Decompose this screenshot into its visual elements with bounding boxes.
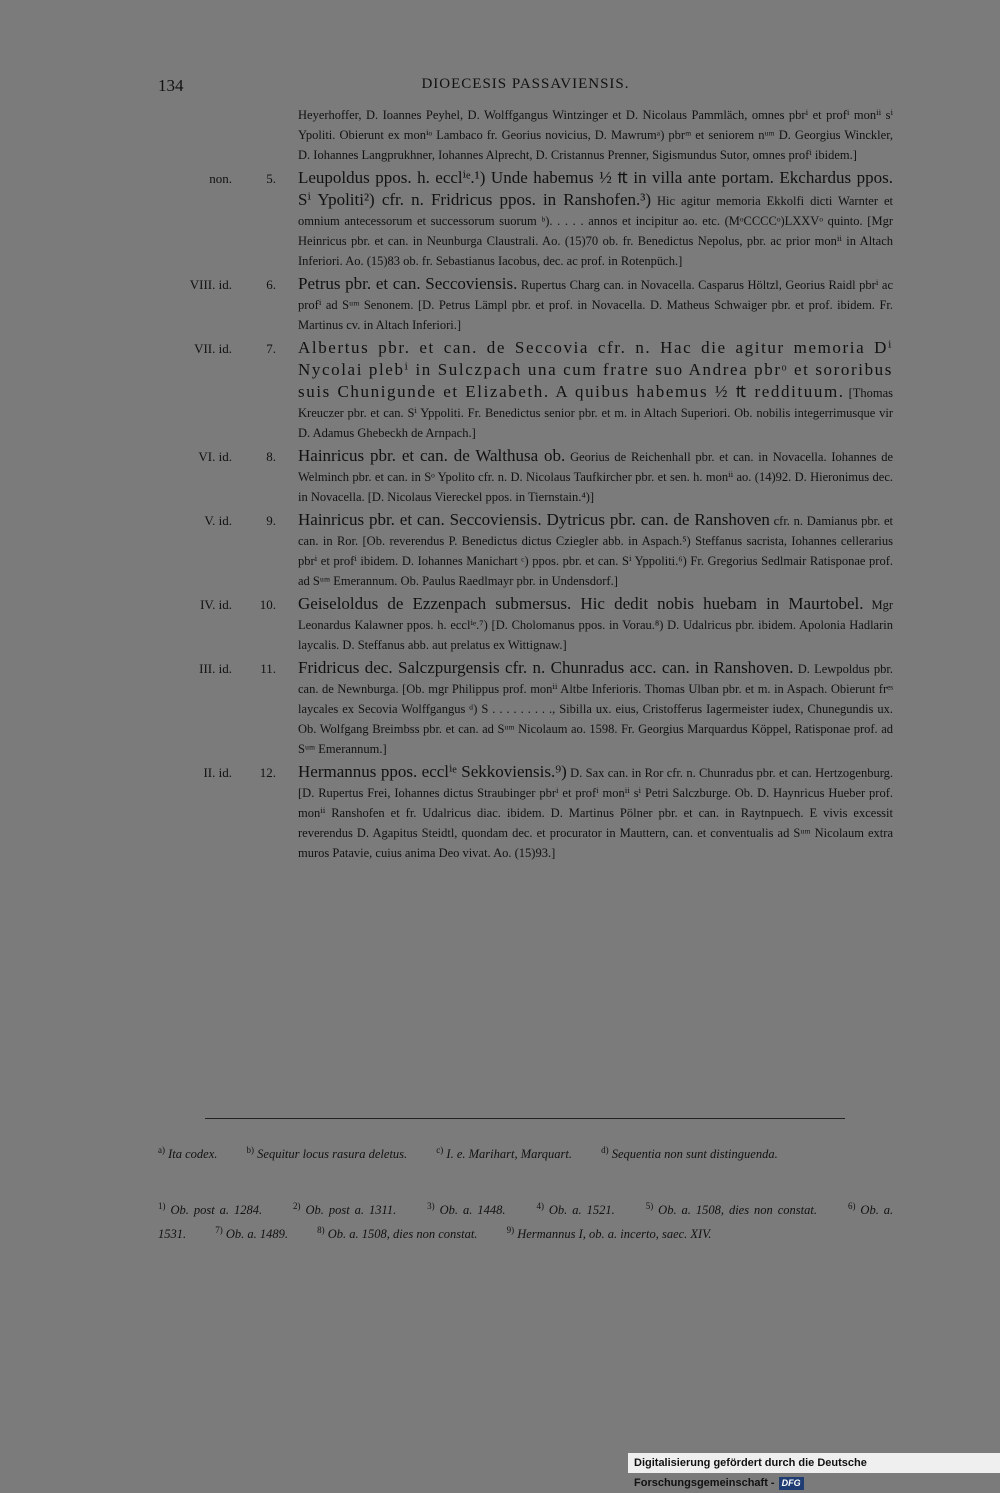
footnote-text: Ob. post a. 1284. <box>170 1203 263 1218</box>
entry-main-text: Fridricus dec. Salczpurgensis cfr. n. Chunradus acc. can. in Ranshoven. <box>298 658 794 677</box>
note-text: Sequitur locus rasura deletus. <box>257 1147 408 1162</box>
textual-note <box>436 1147 572 1161</box>
entry-date: IV. id. <box>200 597 232 612</box>
footnote <box>317 1227 477 1241</box>
entry-rest-text: Heyerhoffer, D. Ioannes Peyhel, D. Wolffgangus Wintzinger et D. Nicolaus Pammläch, omnes pbrⁱ et profⁱ monⁱⁱ sⁱ Ypoliti. Obierunt ex monⁱᵒ Lambaco fr. Georius novicius, D. Mawrumᵃ) pbrᵐ et seniorem nᵘᵐ D. Georgius Winckler, D. Iohannes Langprukhner, Iohannes Alprecht, D. Cristannus Prenner, Sigismundus Sutor, omnes profⁱ ibidem.] <box>298 108 893 162</box>
footnote-text: Ob. a. 1531. <box>158 1203 894 1242</box>
footnote-text: Ob. a. 1489. <box>225 1227 289 1242</box>
footnotes <box>158 1196 893 1244</box>
page-number: 134 <box>158 76 184 95</box>
entry-text <box>298 593 893 655</box>
note-mark: a) <box>158 1145 165 1155</box>
entry-text <box>298 337 893 443</box>
footnote <box>427 1203 505 1217</box>
entry-number: 12. <box>259 765 276 780</box>
entry-date: VIII. id. <box>189 277 232 292</box>
credit-text: Digitalisierung gefördert durch die Deutsche Forschungsgemeinschaft - <box>634 1457 867 1489</box>
footnote <box>507 1227 712 1241</box>
footnote-mark: 8) <box>317 1225 325 1236</box>
footnote <box>158 1203 262 1217</box>
note-mark: d) <box>601 1145 609 1155</box>
footnote-mark: 2) <box>293 1201 301 1211</box>
footnote-text: Ob. post a. 1311. <box>305 1203 397 1218</box>
entry-rest-text: Georius de Reichenhall pbr. et can. in Novacella. Iohannes de Welminch pbr. et can. in Sᵒ Ypolito cfr. n. D. Nicolaus Taufkircher pbr. et sen. h. monⁱⁱ ao. (14)92. D. Hieronimus dec. in Novacella. [D. Nicolaus Viereckel ppos. in Tiernstain.⁴)] <box>298 450 894 504</box>
list-item <box>158 657 893 759</box>
note-text: Ita codex. <box>168 1147 218 1162</box>
entry-date: non. <box>209 171 232 186</box>
digitization-credit-bar <box>628 1453 1000 1489</box>
entry-number: 8. <box>266 449 276 464</box>
entry-date: VI. id. <box>198 449 232 464</box>
list-item <box>158 273 893 335</box>
list-item <box>158 761 893 863</box>
footnote-mark: 1) <box>158 1201 166 1211</box>
footnote-mark: 5) <box>645 1201 654 1211</box>
entry-number: 6. <box>266 277 276 292</box>
footnote-divider <box>205 1118 845 1119</box>
entry-main-text: Geiseloldus de Ezzenpach submersus. Hic dedit nobis huebam in Maurtobel. <box>298 594 864 613</box>
entry-rest-text: Hic agitur memoria Ekkolfi dicti Warnter et omnium antecessorum et successorum suorum ᵇ). . . . . annos et incipitur ao. etc. (MᵒCCCCᵒ)LXXVᵒ quinto. [Mgr Heinricus pbr. et can. in Neunburga Claustrali. Ao. (15)70 ob. fr. Benedictus Nepolus, pbr. ac prior monⁱⁱ in Altach Inferiori. Ao. (15)83 ob. fr. Sebastianus Iacobus, dec. ac prof. in Rotenpüch.] <box>298 194 894 268</box>
textual-notes <box>158 1140 893 1164</box>
footnote-text: Ob. a. 1508, dies non constat. <box>658 1203 817 1218</box>
footnote-mark: 6) <box>847 1201 856 1211</box>
textual-note <box>247 1147 408 1161</box>
entry-number: 7. <box>266 341 276 356</box>
entry-text <box>298 167 893 271</box>
entry-date: V. id. <box>204 513 232 528</box>
page-header <box>158 76 893 98</box>
footnote-text: Ob. a. 1448. <box>439 1203 506 1218</box>
footnote-text: Hermannus I, ob. a. incerto, saec. XIV. <box>517 1227 712 1242</box>
footnote-text: Ob. a. 1508, dies non constat. <box>327 1227 478 1242</box>
entry-rest-text: D. Lewpoldus pbr. can. de Newnburga. [Ob. mgr Philippus prof. monⁱⁱ Altbe Inferioris. Thomas Ulban pbr. et m. in Aspach. Obierunt frᵉˢ laycales ex Secovia Wolffgangus ᵈ) S . . . . . . . . ., Sibilla ux. eius, Cristofferus Iagermeister iudex, Chunegundis ux. Ob. Wolfgang Breimbss pbr. et can. ad Sᵘᵐ Nicolaum ao. 1598. Fr. Georgius Marquardus Köppel, Ratisponae prof. ad Sᵘᵐ Emerannum.] <box>298 662 894 756</box>
entry-main-text: Hainricus pbr. et can. de Walthusa ob. <box>298 446 566 465</box>
note-text: I. e. Marihart, Marquart. <box>446 1147 572 1162</box>
note-text: Sequentia non sunt distinguenda. <box>611 1147 778 1162</box>
entry-main-text: Leupoldus ppos. h. ecclⁱᵉ.¹) Unde habemus ½ ₶ in villa ante portam. Ekchardus ppos. Sⁱ Ypoliti²) cfr. n. Fridricus ppos. in Ranshofen.³) <box>298 168 893 209</box>
entry-number: 9. <box>266 513 276 528</box>
note-mark: c) <box>436 1145 444 1155</box>
footnote <box>293 1203 396 1217</box>
entry-text <box>298 761 893 863</box>
entry-text <box>298 103 893 165</box>
entry-main-text: Hermannus ppos. ecclⁱᵉ Sekkoviensis.⁹) <box>298 762 567 781</box>
list-item <box>158 445 893 507</box>
entry-main-text: Hainricus pbr. et can. Seccoviensis. Dytricus pbr. can. de Ranshoven <box>298 510 770 529</box>
entry-rest-text: Rupertus Charg can. in Novacella. Casparus Höltzl, Georius Raidl pbrⁱ ac profⁱ ad Sᵘᵐ Senonem. [D. Petrus Lämpl pbr. et prof. in Novacella. D. Matheus Schwaiger pbr. et prof. ibidem. Fr. Martinus cv. in Altach Inferiori.] <box>298 278 893 332</box>
footnote <box>646 1203 817 1217</box>
entry-number: 11. <box>260 661 276 676</box>
dfg-logo: DFG <box>779 1477 804 1490</box>
entry-rest-text: Mgr Leonardus Kalawner ppos. h. ecclⁱᵉ.⁷) [D. Cholomanus ppos. in Vorau.⁸) D. Udalricus pbr. ibidem. Apolonia Hadlarin laycalis. D. Steffanus abb. aut prelatus ex Wittignaw.] <box>298 598 894 652</box>
footnote-text: Ob. a. 1521. <box>548 1203 615 1218</box>
entry-number: 10. <box>259 597 276 612</box>
list-item <box>158 103 893 165</box>
list-item <box>158 509 893 591</box>
entry-text <box>298 657 893 759</box>
calendar-entries <box>158 103 893 865</box>
footnote-mark: 4) <box>536 1201 544 1211</box>
footnote-mark: 7) <box>215 1225 223 1236</box>
list-item <box>158 337 893 443</box>
entry-date: VII. id. <box>194 341 232 356</box>
footnote <box>215 1227 288 1241</box>
entry-main-text: Albertus pbr. et can. de Seccovia cfr. n. Hac die agitur memoria Dⁱ Nycolai plebⁱ in Sulczpach una cum fratre suo Andrea pbrᵒ et sororibus suis Chunigunde et Elizabeth. A quibus habemus ½ ₶ reddituum. <box>298 338 893 401</box>
entry-number: 5. <box>266 171 276 186</box>
footnote-mark: 9) <box>506 1225 515 1236</box>
entry-text <box>298 509 893 591</box>
textual-note <box>158 1147 217 1161</box>
textual-note <box>601 1147 778 1161</box>
footnote <box>536 1203 614 1217</box>
list-item <box>158 593 893 655</box>
entry-date: II. id. <box>203 765 232 780</box>
entry-date: III. id. <box>199 661 232 676</box>
entry-text <box>298 273 893 335</box>
list-item <box>158 167 893 271</box>
entry-rest-text: D. Sax can. in Ror cfr. n. Chunradus pbr. et can. Hertzogenburg. [D. Rupertus Frei, Iohannes dictus Straubinger pbrⁱ et profⁱ monⁱⁱ sⁱ Petri Salczburge. Ob. D. Haynricus Hueber prof. monⁱⁱ Ranshofen et fr. Udalricus diac. ibidem. D. Martinus Pölner pbr. et can. in Raytnpuech. E vivis excessit reverendus D. Agapitus Steidtl, quondam dec. et procurator in Mauttern, can. et conventualis ad Sᵘᵐ Nicolaum extra muros Patavie, cuius anima Deo vivat. Ao. (15)93.] <box>298 766 894 860</box>
note-mark: b) <box>246 1145 255 1155</box>
footnote-mark: 3) <box>427 1201 435 1211</box>
entry-main-text: Petrus pbr. et can. Seccoviensis. <box>298 274 518 293</box>
entry-text <box>298 445 893 507</box>
entry-rest-text: cfr. n. Damianus pbr. et can. in Ror. [Ob. reverendus P. Benedictus dictus Cziegler abb. in Aspach.⁵) Steffanus sacrista, Iohannes cellerarius pbrⁱ et profⁱ ibidem. D. Iohannes Manichart ᶜ) ppos. pbr. et can. Sⁱ Yppoliti.⁶) Fr. Gregorius Sedlmair Ratisponae prof. ad Sᵘᵐ Emerannum. Ob. Paulus Raedlmayr pbr. in Undensdorf.] <box>298 514 894 588</box>
running-head: DIOECESIS PASSAVIENSIS. <box>421 76 630 92</box>
entry-rest-text: [Thomas Kreuczer pbr. et can. Sⁱ Yppoliti. Fr. Benedictus senior pbr. et m. in Altach Superiori. Ob. nobilis integerrimusque vir D. Adamus Ghebeckh de Arnpach.] <box>298 386 893 440</box>
